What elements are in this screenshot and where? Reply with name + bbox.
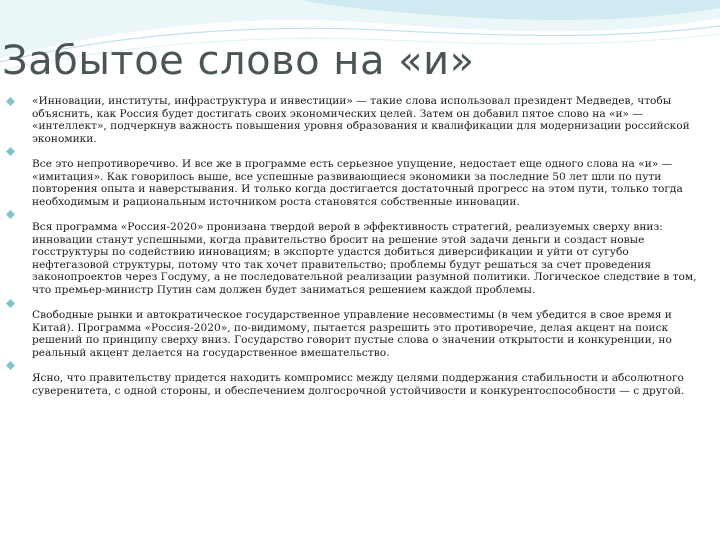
bullet-item: [6, 208, 706, 221]
bullet-text: «Инновации, институты, инфраструктура и инвестиции» — такие слова использовал президент Медведев, чтобы объяснить, как Россия будет достигать своих экономических целей. Затем он добавил пятое слово на «и» — «интеллект», подчеркнув важность повышения уровня образования и квалификации для модернизации российской экономики.: [32, 95, 690, 145]
bullet-item: [6, 145, 706, 158]
bullet-text: [32, 297, 706, 310]
bullet-list: [6, 95, 706, 397]
bullet-text: [32, 145, 706, 158]
bullet-item: [6, 359, 706, 372]
diamond-bullet-icon: [6, 97, 15, 106]
bullet-text: Ясно, что правительству придется находить компромисс между целями поддержания стабильности и абсолютного суверенитета, с одной стороны, и обеспечением долгосрочной устойчивости и конкурентоспособности — с другой.: [32, 372, 685, 397]
bullet-item: [6, 95, 706, 145]
slide-title: Забытое слово на «и»: [2, 38, 475, 84]
bullet-text: Свободные рынки и автократическое государственное управление несовместимы (в чем убедится в свое время и Китай). Программа «Россия-2020», по-видимому, пытается разрешить это противоречие, делая акцент на поиск решений по принципу сверху вниз. Государство говорит пустые слова о значении открытости и конкуренции, но реальный акцент делается на государственное вмешательство.: [32, 309, 672, 359]
bullet-text: [32, 359, 706, 372]
bullet-item: [6, 221, 706, 297]
bullet-item: [6, 309, 706, 359]
bullet-item: [6, 372, 706, 397]
bullet-text: Вся программа «Россия-2020» пронизана твердой верой в эффективность стратегий, реализуемых сверху вниз: инновации станут успешными, когда правительство бросит на решение этой задачи деньги и создаст новые госструктуры по содействию инновациям; в экспорте удастся добиться диверсификации и уйти от сугубо нефтегазовой структуры, потому что так хочет правительство; проблемы будут решаться за счет проведения законопроектов через Госдуму, а не последовательной реализации разумной политики. Логическое следствие в том, что премьер-министр Путин сам должен будет заниматься решением каждой проблемы.: [32, 220, 697, 296]
bullet-item: [6, 158, 706, 208]
bullet-text: Все это непротиворечиво. И все же в программе есть серьезное упущение, недостает еще одного слова на «и» — «имитация». Как говорилось выше, все успешные развивающиеся экономики за последние 50 лет шли по пути повторения опыта и наверстывания. И только когда достигается достаточный прогресс на этом пути, только тогда необходимым и рациональным источником роста становятся собственные инновации.: [32, 157, 683, 208]
diamond-bullet-icon: [6, 147, 15, 156]
diamond-bullet-icon: [6, 361, 15, 370]
diamond-bullet-icon: [6, 299, 15, 308]
diamond-bullet-icon: [6, 210, 15, 219]
bullet-item: [6, 297, 706, 310]
bullet-text: [32, 208, 706, 221]
